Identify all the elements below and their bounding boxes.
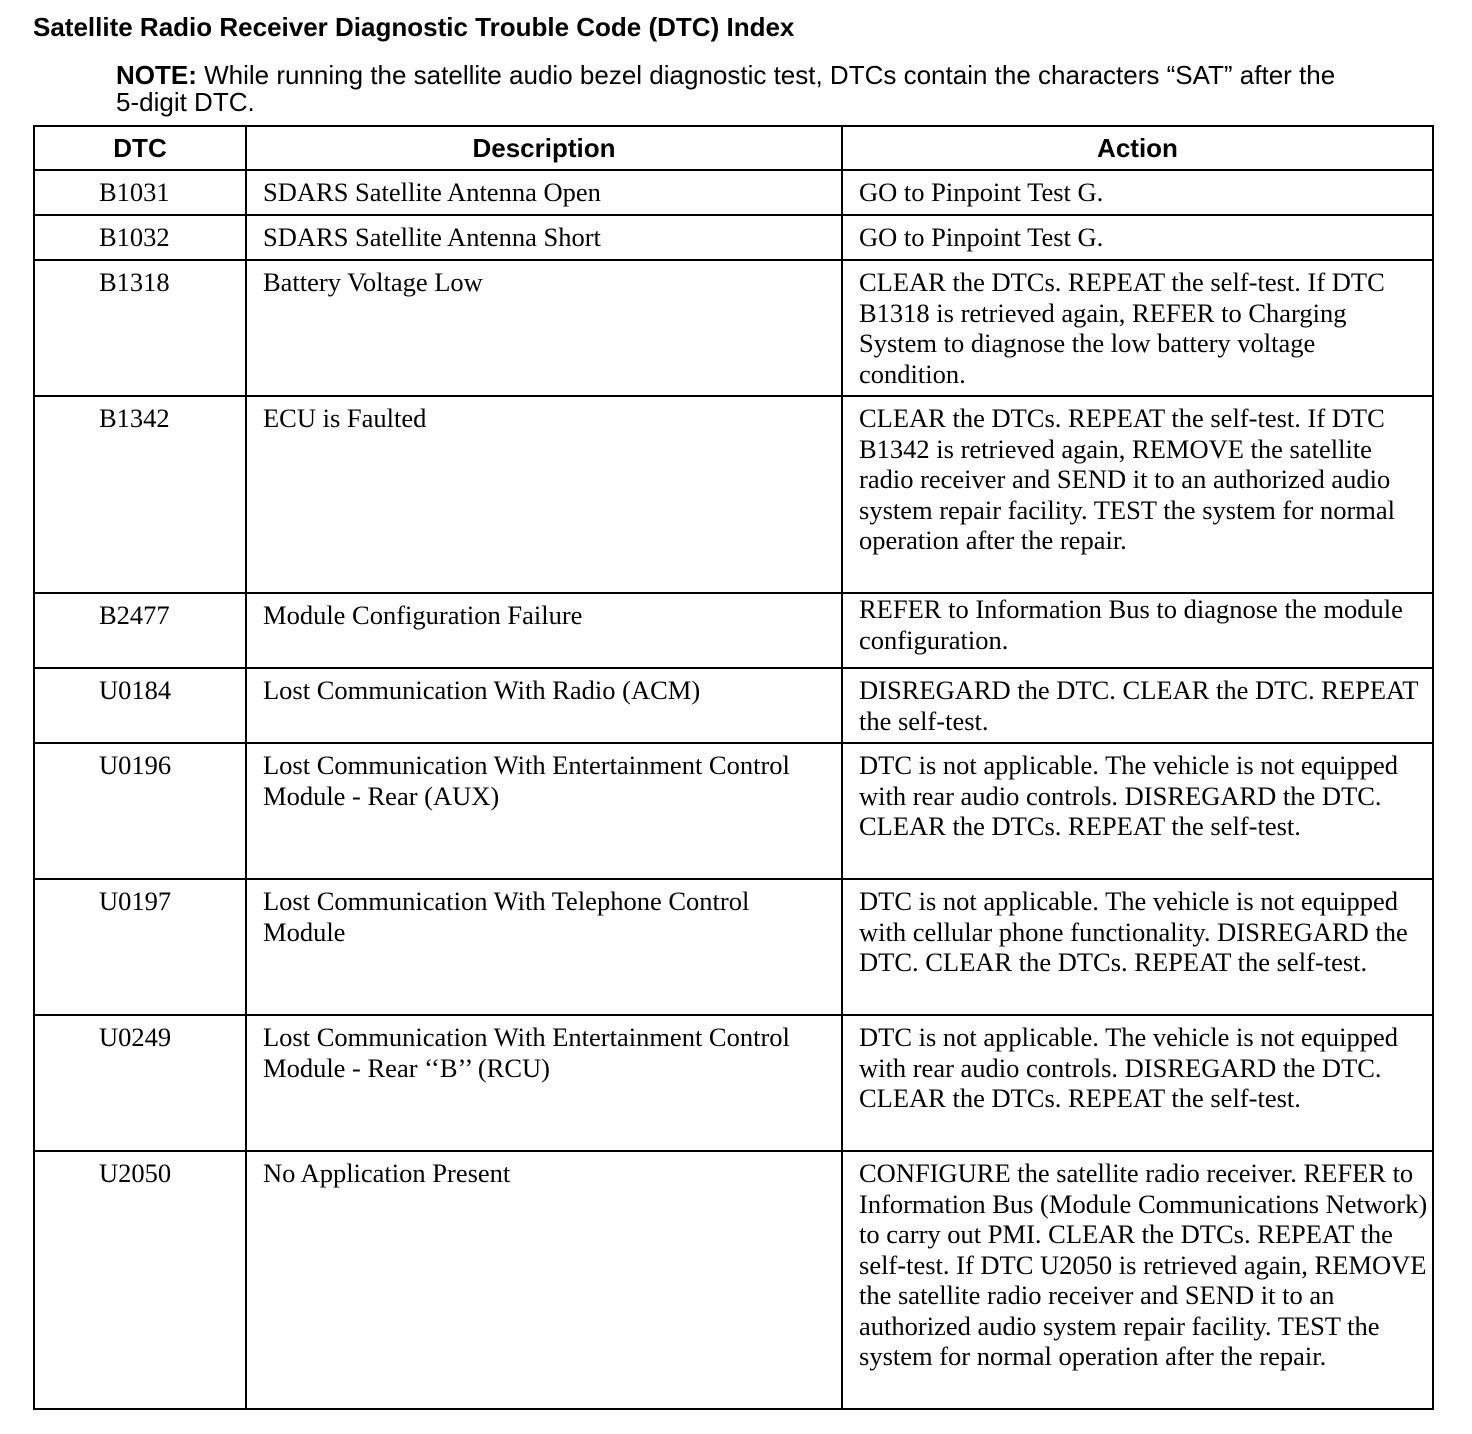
dtc-description: Module Configuration Failure — [246, 593, 842, 668]
dtc-action: GO to Pinpoint Test G. — [842, 170, 1433, 215]
dtc-code: U0197 — [34, 879, 246, 1015]
dtc-action: DTC is not applicable. The vehicle is not equipped with cellular phone functionality. DISREGARD the DTC. CLEAR the DTCs. REPEAT the self-test. — [842, 879, 1433, 1015]
table-row — [34, 260, 1433, 396]
dtc-action: DTC is not applicable. The vehicle is not equipped with rear audio controls. DISREGARD the DTC. CLEAR the DTCs. REPEAT the self-test. — [842, 1015, 1433, 1151]
page-title: Satellite Radio Receiver Diagnostic Trouble Code (DTC) Index — [33, 12, 795, 42]
dtc-action: DISREGARD the DTC. CLEAR the DTC. REPEAT the self-test. — [842, 668, 1433, 743]
dtc-description: SDARS Satellite Antenna Open — [246, 170, 842, 215]
table-row — [34, 593, 1433, 668]
dtc-code: B1342 — [34, 396, 246, 593]
table-row — [34, 879, 1433, 1015]
dtc-description: ECU is Faulted — [246, 396, 842, 593]
dtc-description: SDARS Satellite Antenna Short — [246, 215, 842, 260]
dtc-code: B1318 — [34, 260, 246, 396]
header-action: Action — [842, 126, 1433, 170]
dtc-code: U0196 — [34, 743, 246, 879]
table-row — [34, 215, 1433, 260]
dtc-code: B1031 — [34, 170, 246, 215]
dtc-code: U2050 — [34, 1151, 246, 1409]
dtc-action: CLEAR the DTCs. REPEAT the self-test. If DTC B1318 is retrieved again, REFER to Charging System to diagnose the low battery voltage condition. — [842, 260, 1433, 396]
header-dtc: DTC — [34, 126, 246, 170]
dtc-index-table — [33, 125, 1434, 1410]
table-row — [34, 396, 1433, 593]
dtc-description: Lost Communication With Entertainment Control Module - Rear (AUX) — [246, 743, 842, 879]
note — [116, 62, 1336, 116]
dtc-description: Lost Communication With Radio (ACM) — [246, 668, 842, 743]
dtc-description: Battery Voltage Low — [246, 260, 842, 396]
note-text: While running the satellite audio bezel diagnostic test, DTCs contain the characters “SAT” after the 5-digit DTC. — [116, 60, 1336, 117]
dtc-description: Lost Communication With Telephone Control Module — [246, 879, 842, 1015]
table-header-row — [34, 126, 1433, 170]
dtc-action: CLEAR the DTCs. REPEAT the self-test. If DTC B1342 is retrieved again, REMOVE the satellite radio receiver and SEND it to an authorized audio system repair facility. TEST the system for normal operation after the repair. — [842, 396, 1433, 593]
table-row — [34, 743, 1433, 879]
dtc-action: DTC is not applicable. The vehicle is not equipped with rear audio controls. DISREGARD the DTC. CLEAR the DTCs. REPEAT the self-test. — [842, 743, 1433, 879]
table-row — [34, 170, 1433, 215]
dtc-description: Lost Communication With Entertainment Control Module - Rear ‘‘B’’ (RCU) — [246, 1015, 842, 1151]
dtc-action: GO to Pinpoint Test G. — [842, 215, 1433, 260]
dtc-code: U0249 — [34, 1015, 246, 1151]
dtc-action: REFER to Information Bus to diagnose the module configuration. — [842, 593, 1433, 668]
dtc-code: B2477 — [34, 593, 246, 668]
table-row — [34, 668, 1433, 743]
header-description: Description — [246, 126, 842, 170]
dtc-action: CONFIGURE the satellite radio receiver. REFER to Information Bus (Module Communications Network) to carry out PMI. CLEAR the DTCs. REPEAT the self-test. If DTC U2050 is retrieved again, REMOVE the satellite radio receiver and SEND it to an authorized audio system repair facility. TEST the system for normal operation after the repair. — [842, 1151, 1433, 1409]
table-row — [34, 1015, 1433, 1151]
dtc-description: No Application Present — [246, 1151, 842, 1409]
note-label: NOTE: — [116, 60, 197, 90]
dtc-code: B1032 — [34, 215, 246, 260]
dtc-code: U0184 — [34, 668, 246, 743]
table-row — [34, 1151, 1433, 1409]
